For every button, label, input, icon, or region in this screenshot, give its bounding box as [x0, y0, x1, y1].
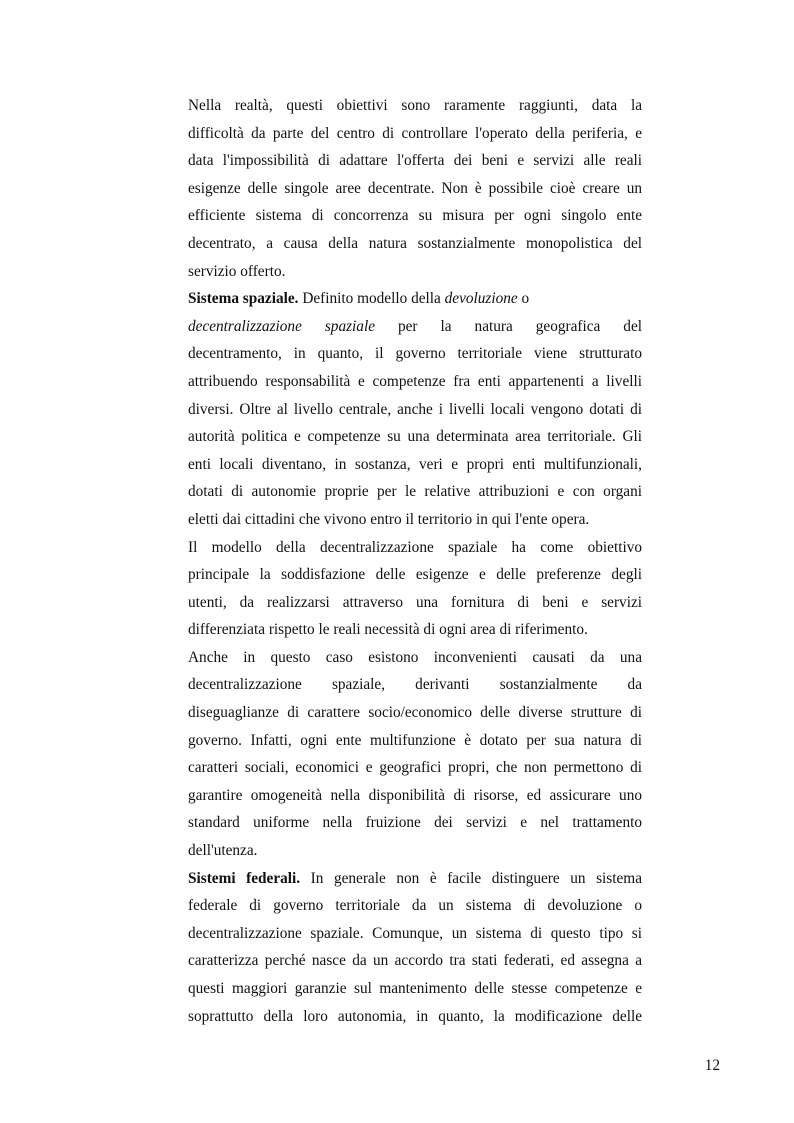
text-line: differenziata rispetto le reali necessità di ogni area di riferimento. [188, 621, 588, 639]
text-line: Anche in questo caso esistono inconvenienti causati da una [188, 648, 642, 666]
text-line: eletti dai cittadini che vivono entro il territorio in qui l'ente opera. [188, 510, 590, 528]
text-line: dell'utenza. [188, 842, 258, 860]
text-line: standard uniforme nella fruizione dei servizi e nel trattamento [188, 814, 642, 832]
text-line: soprattutto della loro autonomia, in quanto, la modificazione delle [188, 1007, 642, 1025]
text-line: data l'impossibilità di adattare l'offerta dei beni e servizi alle reali [188, 152, 642, 170]
text-line: servizio offerto. [188, 262, 286, 280]
text-fragment: Definito modello della [302, 290, 445, 308]
text-line [188, 865, 642, 893]
text-fragment: per la natura geografica del [375, 317, 642, 335]
text-line: principale la soddisfazione delle esigenze e delle preferenze degli [188, 566, 642, 584]
section-heading: Sistemi federali. [188, 869, 301, 887]
page-number: 12 [704, 1057, 720, 1074]
text-line: diseguaglianze di carattere socio/economico delle diverse strutture di [188, 704, 642, 722]
emphasis-text: devoluzione [444, 290, 518, 308]
section-heading: Sistema spaziale. [188, 290, 299, 308]
text-line: caratterizza perché nasce da un accordo tra stati federati, ed assegna a [188, 952, 642, 970]
text-line: dotati di autonomie proprie per le relative attribuzioni e con organi [188, 483, 642, 501]
paragraph-sistema-spaziale [188, 285, 642, 533]
text-line: efficiente sistema di concorrenza su misura per ogni singolo ente [188, 207, 642, 225]
text-line: diversi. Oltre al livello centrale, anche i livelli locali vengono dotati di [188, 400, 642, 418]
text-line: autorità politica e competenze su una determinata area territoriale. Gli [188, 428, 642, 446]
text-fragment: o [517, 290, 530, 308]
text-line: federale di governo territoriale da un sistema di devoluzione o [188, 897, 642, 915]
emphasis-text: decentralizzazione spaziale [188, 317, 375, 335]
paragraph-modello [188, 534, 642, 644]
text-line: Nella realtà, questi obiettivi sono raramente raggiunti, data la [188, 97, 642, 114]
text-line: decentrato, a causa della natura sostanzialmente monopolistica del [188, 234, 642, 252]
text-line [188, 285, 642, 313]
text-line: caratteri sociali, economici e geografici propri, che non permettono di [188, 759, 642, 777]
text-line: esigenze delle singole aree decentrate. Non è possibile cioè creare un [188, 179, 642, 197]
text-line: attribuendo responsabilità e competenze fra enti appartenenti a livelli [188, 372, 642, 390]
page-body [188, 92, 642, 1030]
text-fragment: In generale non è facile distinguere un sistema [300, 869, 642, 887]
text-line: garantire omogeneità nella disponibilità di risorse, ed assicurare uno [188, 786, 642, 804]
text-line: difficoltà da parte del centro di controllare l'operato della periferia, e [188, 124, 642, 142]
text-line: Il modello della decentralizzazione spaziale ha come obiettivo [188, 538, 642, 556]
text-line: enti locali diventano, in sostanza, veri e propri enti multifunzionali, [188, 455, 642, 473]
paragraph-inconvenienti [188, 644, 642, 865]
text-line: decentralizzazione spaziale, derivanti sostanzialmente da [188, 676, 642, 694]
text-line [188, 313, 642, 341]
text-line: decentramento, in quanto, il governo territoriale viene strutturato [188, 345, 642, 363]
text-line: decentralizzazione spaziale. Comunque, un sistema di questo tipo si [188, 924, 642, 942]
text-line: utenti, da realizzarsi attraverso una fornitura di beni e servizi [188, 593, 642, 611]
text-line: questi maggiori garanzie sul mantenimento delle stesse competenze e [188, 980, 642, 997]
text-line: governo. Infatti, ogni ente multifunzione è dotato per sua natura di [188, 731, 642, 749]
paragraph-sistemi-federali [188, 865, 642, 1031]
paragraph-intro [188, 92, 642, 285]
